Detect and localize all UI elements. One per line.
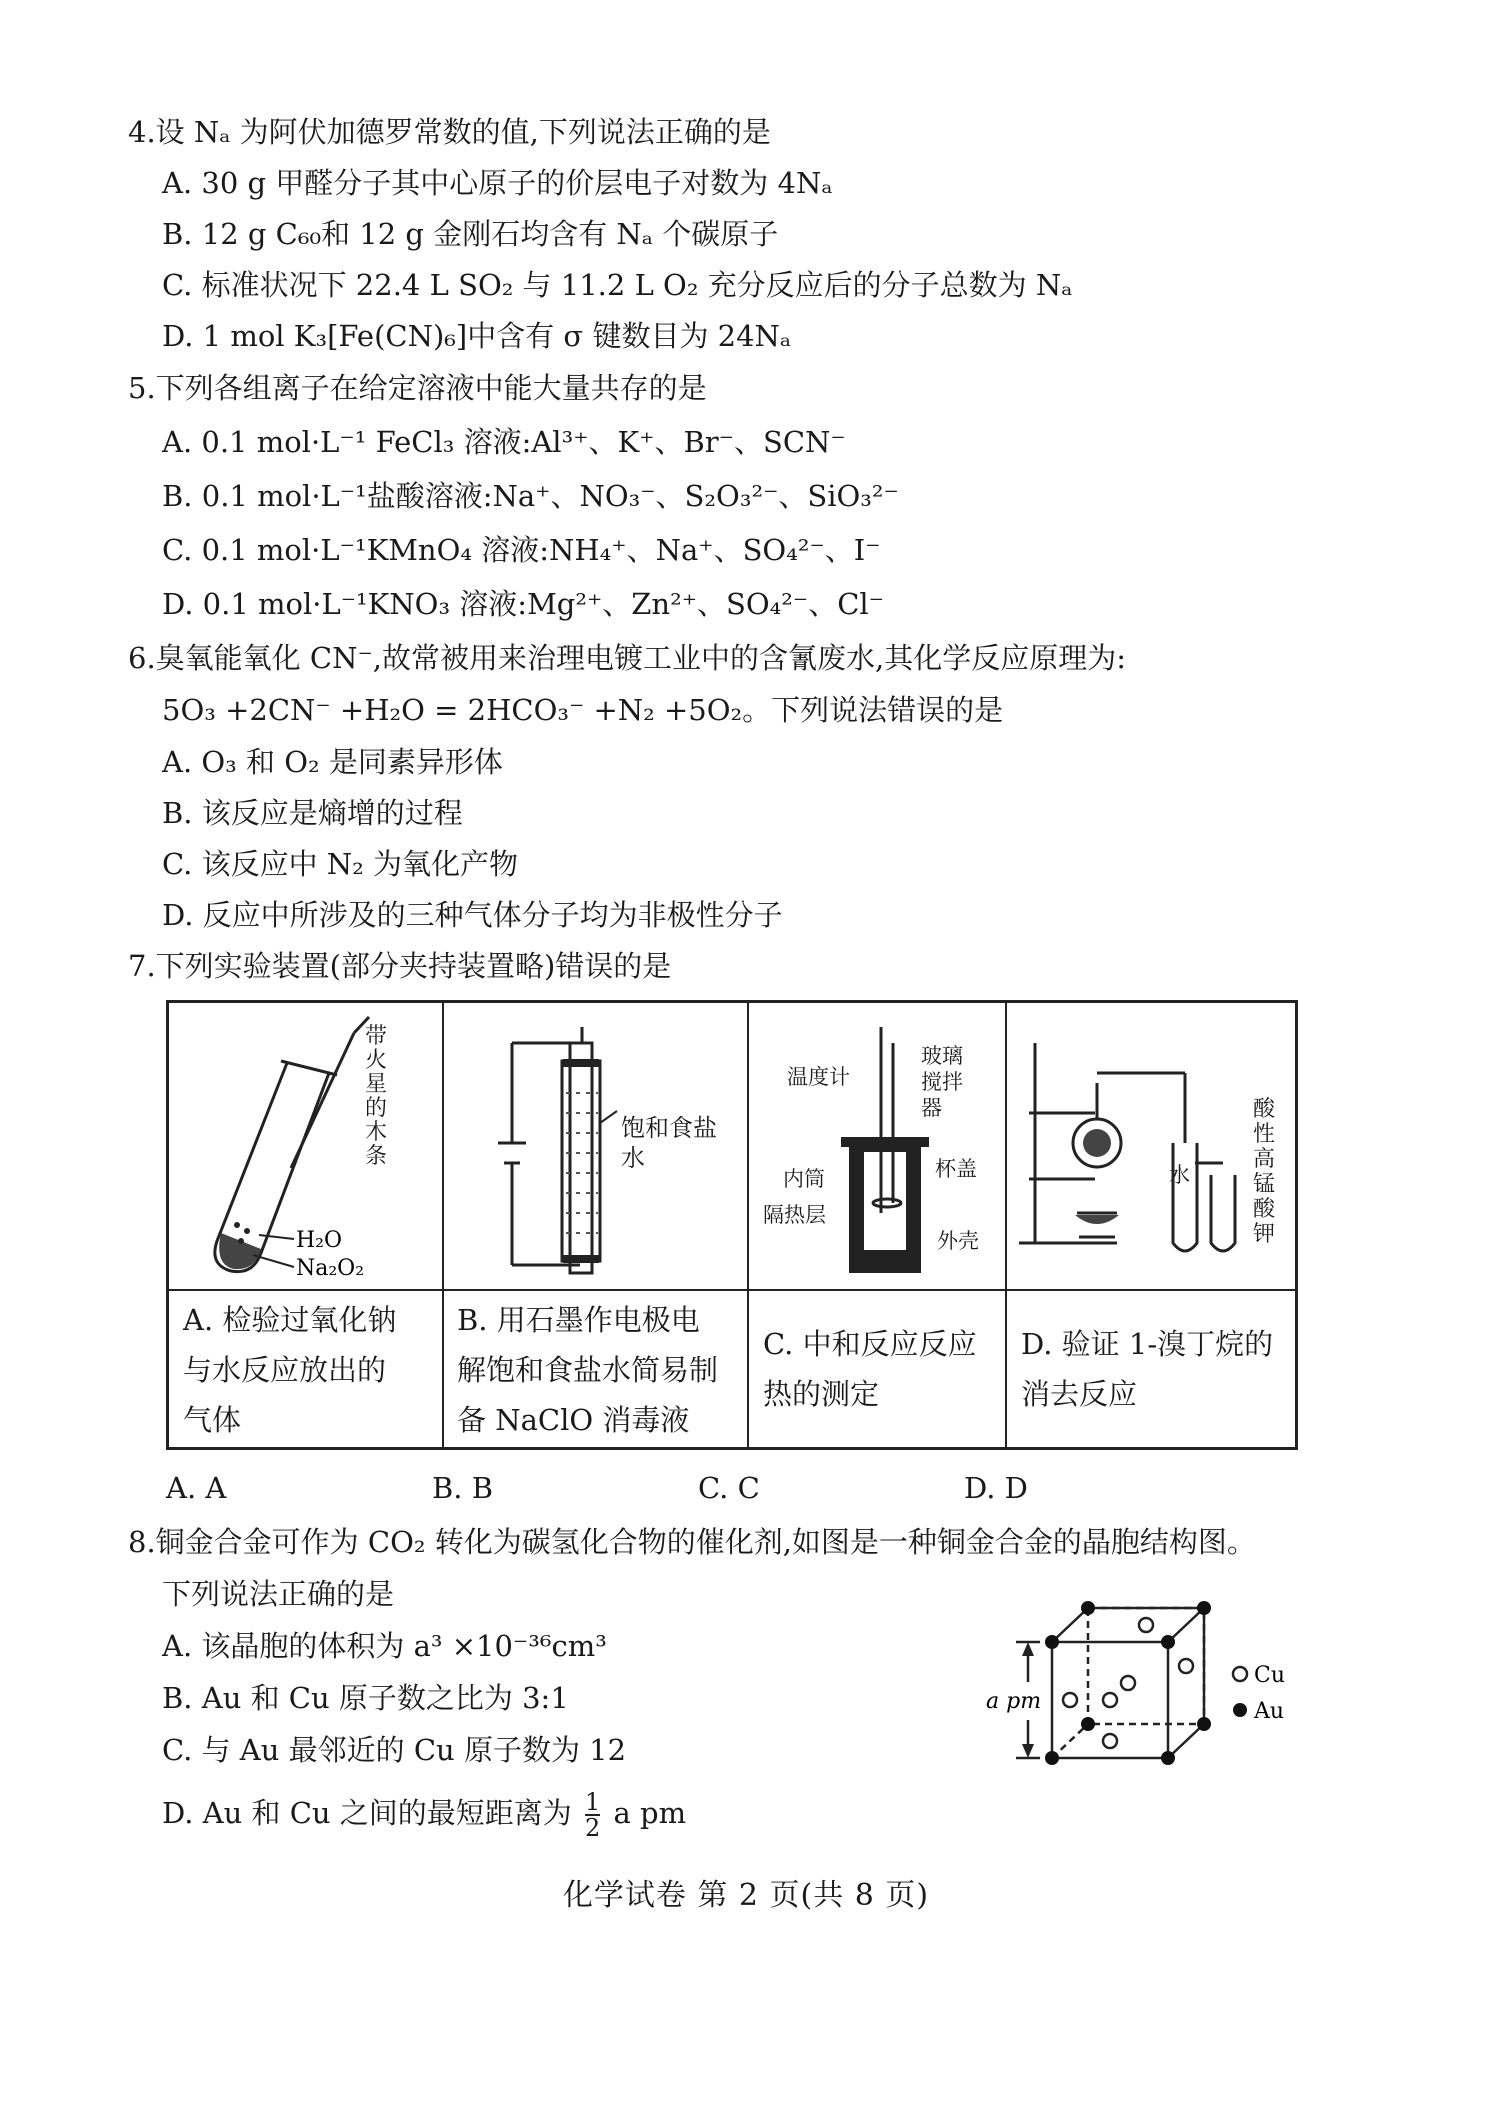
crystal-edge-label: a pm [986,1689,1042,1714]
fig-c-shell-label: 外壳 [937,1229,979,1253]
q6-option-c: C. 该反应中 N₂ 为氧化产物 [162,847,519,881]
figure-a-test-tube [169,1003,442,1291]
q6-stem-line1: 6.臭氧能氧化 CN⁻,故常被用来治理电镀工业中的含氰废水,其化学反应原理为: [128,641,1126,675]
q7-choice-c: C. C [698,1471,760,1505]
q5-option-b: B. 0.1 mol·L⁻¹盐酸溶液:Na⁺、NO₃⁻、S₂O₃²⁻、SiO₃²⁻ [162,479,899,513]
q7-choice-b: B. B [432,1471,494,1505]
q4-option-a: A. 30 g 甲醛分子其中心原子的价层电子对数为 4Nₐ [162,166,833,200]
q8-option-c: C. 与 Au 最邻近的 Cu 原子数为 12 [162,1733,627,1767]
q7-choice-a: A. A [166,1471,227,1505]
q7-cell-b: B. 用石墨作电极电 解饱和食盐水简易制 备 NaClO 消毒液 [457,1303,719,1437]
fig-c-thermometer-label: 温度计 [787,1065,850,1089]
q5-stem: 5.下列各组离子在给定溶液中能大量共存的是 [128,371,707,405]
fig-d-reagent-label: 酸性高锰酸钾 [1253,1097,1276,1247]
legend-cu-label: Cu [1254,1663,1286,1688]
q7-apparatus-table [166,1000,1298,1450]
fig-d-water-label: 水 [1169,1163,1190,1187]
q8-option-b: B. Au 和 Cu 原子数之比为 3:1 [162,1681,569,1715]
q4-stem: 4.设 Nₐ 为阿伏加德罗常数的值,下列说法正确的是 [128,115,771,149]
fig-c-insulation-label: 隔热层 [763,1203,826,1227]
fig-a-h2o-label: H₂O [296,1228,343,1253]
q6-stem-line2: 5O₃ +2CN⁻ +H₂O = 2HCO₃⁻ +N₂ +5O₂。下列说法错误的是 [162,693,1004,727]
q6-option-b: B. 该反应是熵增的过程 [162,796,463,830]
q8-option-d: D. Au 和 Cu 之间的最短距离为 $\frac{1}{2}$ a pm [162,1788,687,1842]
q7-cell-c: C. 中和反应反应 热的测定 [763,1327,977,1411]
q5-option-c: C. 0.1 mol·L⁻¹KMnO₄ 溶液:NH₄⁺、Na⁺、SO₄²⁻、I⁻ [162,533,881,567]
frac-numerator: 1 [585,1788,601,1816]
fig-b-brine-label: 饱和食盐水 [621,1114,717,1172]
q4-option-d: D. 1 mol K₃[Fe(CN)₆]中含有 σ 键数目为 24Nₐ [162,319,792,353]
q7-cell-d: D. 验证 1-溴丁烷的 消去反应 [1021,1327,1274,1411]
q7-cell-a: A. 检验过氧化钠 与水反应放出的 气体 [183,1303,397,1437]
q8-option-a: A. 该晶胞的体积为 a³ ×10⁻³⁶cm³ [162,1629,607,1663]
q6-option-a: A. O₃ 和 O₂ 是同素异形体 [162,745,503,779]
fig-c-inner-label: 内筒 [783,1167,825,1191]
q6-option-d: D. 反应中所涉及的三种气体分子均为非极性分子 [162,898,783,932]
q7-choice-d: D. D [964,1471,1028,1505]
page-footer: 化学试卷 第 2 页(共 8 页) [562,1878,930,1913]
q8-stem-line1: 8.铜金合金可作为 CO₂ 转化为碳氢化合物的催化剂,如图是一种铜金合金的晶胞结构图。 [128,1525,1256,1559]
q4-option-c: C. 标准状况下 22.4 L SO₂ 与 11.2 L O₂ 充分反应后的分子总数为 Nₐ [162,268,1073,302]
q8-stem-line2: 下列说法正确的是 [162,1577,395,1611]
legend-au-label: Au [1254,1699,1285,1724]
fig-c-stirrer-label: 玻璃搅拌器 [921,1044,963,1120]
q4-option-b: B. 12 g C₆₀和 12 g 金刚石均含有 Nₐ 个碳原子 [162,217,779,251]
crystal-cell-figure [980,1596,1310,1796]
q5-option-d: D. 0.1 mol·L⁻¹KNO₃ 溶液:Mg²⁺、Zn²⁺、SO₄²⁻、Cl⁻ [162,587,884,621]
frac-denominator: 2 [585,1814,601,1842]
q7-stem: 7.下列实验装置(部分夹持装置略)错误的是 [128,949,672,983]
fig-c-lid-label: 杯盖 [935,1157,977,1181]
fig-a-splint-label: 带火星的木条 [365,1024,388,1169]
q5-option-a: A. 0.1 mol·L⁻¹ FeCl₃ 溶液:Al³⁺、K⁺、Br⁻、SCN⁻ [162,425,846,459]
fig-a-na2o2-label: Na₂O₂ [296,1256,365,1281]
